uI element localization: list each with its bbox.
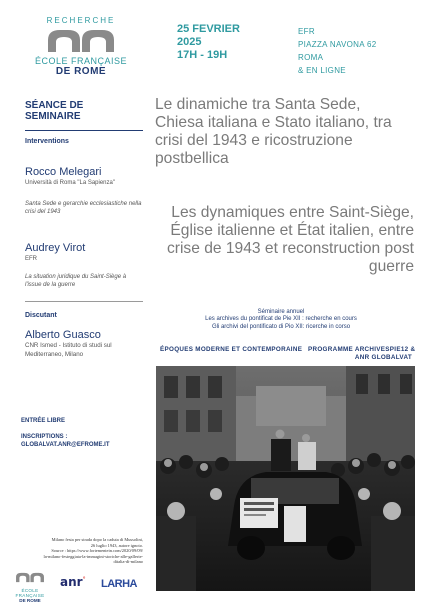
inscriptions <box>21 433 110 449</box>
interventions-label: Interventions <box>25 138 69 145</box>
speaker-name: Rocco Melegari <box>25 166 102 178</box>
divider <box>25 130 143 131</box>
programme-line: ANR GLOBALVAT <box>354 354 412 361</box>
anr-logo <box>60 575 86 589</box>
speaker-affiliation: Università di Roma "La Sapienza" <box>25 180 115 186</box>
seance-line: SÉANCE DE <box>25 100 84 111</box>
efr-small-line2: DE ROME <box>19 598 41 603</box>
logo-recherche: RECHERCHE <box>46 16 116 25</box>
speaker-talk-title: Santa Sede e gerarchie ecclesiastiche nella crisi del 1943 <box>25 201 142 215</box>
speaker-talk-title: La situation juridique du Saint-Siège à l'issue de la guerre <box>25 274 127 288</box>
caption-line: 26 luglio 1943, autore ignoto. <box>90 542 143 548</box>
larha-logo: LARHA <box>101 578 137 590</box>
seance-line: SEMINAIRE <box>25 111 81 122</box>
seance-heading <box>25 100 143 122</box>
place-line: EFR <box>298 27 315 36</box>
anr-mark: ° <box>82 576 86 583</box>
arches-small-icon <box>15 572 45 583</box>
caption-line: Milano festa per strada dopo la caduta di Mussolini, <box>51 537 143 542</box>
entree-libre: ENTRÉE LIBRE <box>21 418 66 424</box>
seminar-label: Séminaire annuel <box>257 309 305 315</box>
seminar-line-it: Gli archivi del pontificato di Pio XII: ricerche in corso <box>211 323 351 330</box>
speaker-affiliation: EFR <box>25 256 37 262</box>
logo-de-rome: DE ROME <box>55 66 107 77</box>
date-year: 2025 <box>177 36 202 48</box>
date-day: 25 FEVRIER <box>177 23 240 35</box>
place-line: PIAZZA NAVONA 62 <box>298 40 377 49</box>
event-place <box>298 25 376 77</box>
efr-logo <box>28 16 134 77</box>
efr-small-logo <box>7 570 53 603</box>
left-column <box>25 100 143 359</box>
divider <box>25 301 143 302</box>
anr-text: anr <box>60 575 83 589</box>
caption-line: ditalia-di-milano <box>113 559 143 565</box>
discutant-label: Discutant <box>25 312 57 319</box>
programme-line: PROGRAMME ARCHIVESPIE12 & <box>308 346 416 353</box>
place-line: & EN LIGNE <box>298 66 346 75</box>
periode-label: ÉPOQUES MODERNE ET CONTEMPORAINE <box>160 346 303 353</box>
photo-caption <box>35 537 143 565</box>
speaker-name: Audrey Virot <box>25 242 86 254</box>
discutant-affiliation: CNR Ismed - Istituto di studi sul Mediterraneo, Milano <box>25 342 112 358</box>
arches-logo-icon <box>46 28 116 54</box>
seminar-info <box>156 309 406 331</box>
discutant-name: Alberto Guasco <box>25 329 101 341</box>
logo-ecole: ÉCOLE FRANÇAISE <box>34 56 128 66</box>
place-line: ROMA <box>298 53 324 62</box>
title-french: Les dynamiques entre Saint-Siège, Église italienne et État italien, entre crise de 1943 et reconstruction post guerre <box>166 204 414 275</box>
seminar-line-fr: Les archives du pontificat de Pie XII : recherche en cours <box>205 316 357 323</box>
title-italian: Le dinamiche tra Santa Sede, Chiesa italiana e Stato italiano, tra crisi del 1943 e ricostruzione postbellica <box>155 96 392 167</box>
caption-line: Source : https://www.fortementein.com/2020/09/09/ <box>51 548 143 554</box>
event-date <box>177 23 240 62</box>
inscriptions-label: INSCRIPTIONS : <box>21 434 68 440</box>
historical-photo <box>156 366 415 591</box>
event-time: 17H - 19H <box>177 49 228 61</box>
inscriptions-email[interactable]: GLOBALVAT.ANR@EFROME.IT <box>21 442 110 448</box>
efr-small-line1: ÉCOLE FRANÇAISE <box>15 588 45 598</box>
caption-line: la-milano-festeggiata-la-immagini-storiche-alle-gallerie- <box>43 553 143 559</box>
programme-label <box>308 346 418 362</box>
